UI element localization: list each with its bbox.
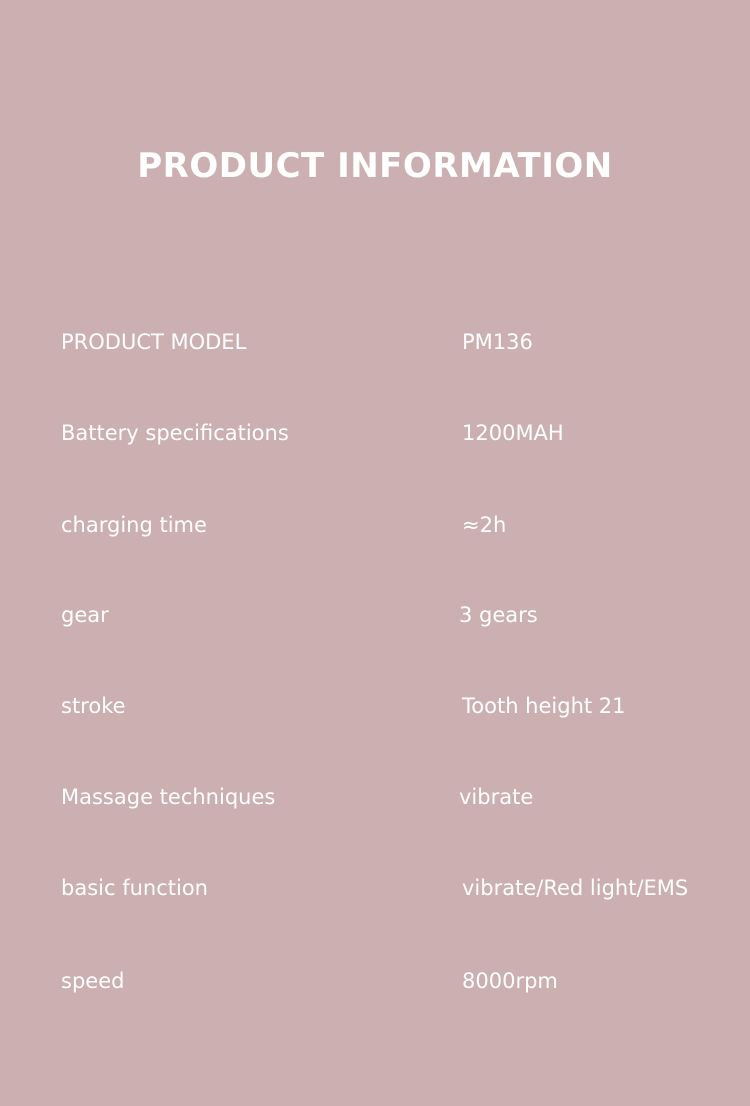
spec-row-stroke bbox=[0, 691, 750, 721]
spec-row-charging-time bbox=[0, 510, 750, 540]
spec-label: basic function bbox=[61, 876, 208, 900]
spec-row-battery bbox=[0, 418, 750, 448]
spec-row-gear bbox=[0, 600, 750, 630]
spec-label: gear bbox=[61, 603, 109, 627]
spec-value: 1200MAH bbox=[462, 421, 564, 445]
spec-value: 3 gears bbox=[459, 603, 538, 627]
spec-value: PM136 bbox=[462, 330, 533, 354]
spec-value: vibrate bbox=[459, 785, 534, 809]
spec-label: PRODUCT MODEL bbox=[61, 330, 247, 354]
spec-label: Battery specifications bbox=[61, 421, 289, 445]
spec-value: ≈2h bbox=[462, 513, 507, 537]
page-title: PRODUCT INFORMATION bbox=[137, 146, 613, 186]
spec-row-speed bbox=[0, 966, 750, 996]
spec-value: Tooth height 21 bbox=[462, 694, 626, 718]
spec-value: 8000rpm bbox=[462, 969, 558, 993]
spec-label: charging time bbox=[61, 513, 207, 537]
spec-label: Massage techniques bbox=[61, 785, 276, 809]
spec-row-product-model bbox=[0, 327, 750, 357]
spec-label: speed bbox=[61, 969, 125, 993]
spec-label: stroke bbox=[61, 694, 126, 718]
spec-row-massage-techniques bbox=[0, 782, 750, 812]
spec-row-basic-function bbox=[0, 873, 750, 903]
spec-value: vibrate/Red light/EMS bbox=[462, 876, 689, 900]
